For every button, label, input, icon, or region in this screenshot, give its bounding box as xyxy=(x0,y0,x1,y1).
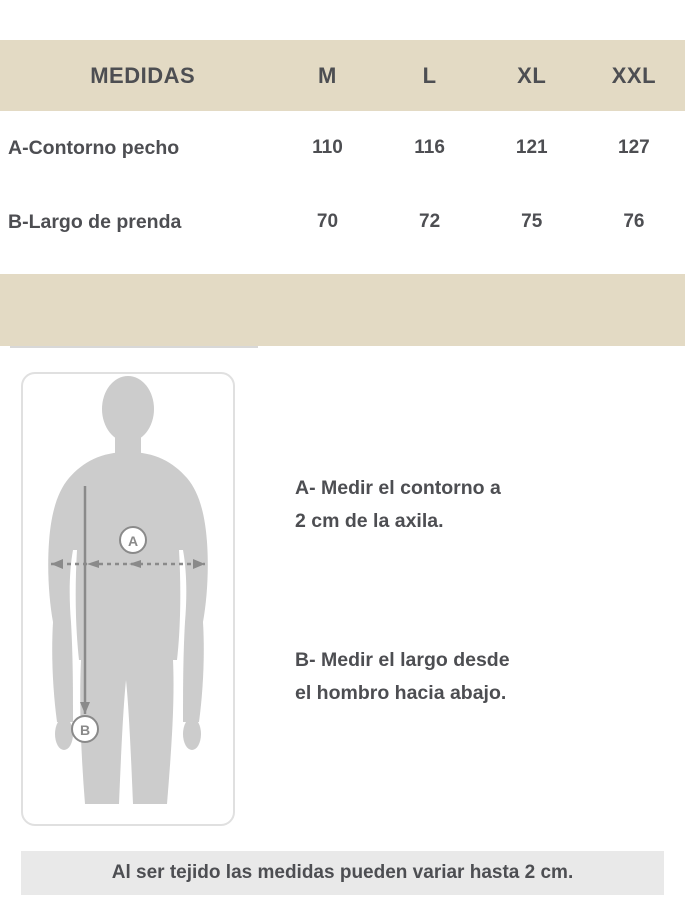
header-size-l: L xyxy=(422,62,437,88)
cell-chest-m: 110 xyxy=(276,111,378,185)
body-silhouette-icon xyxy=(23,374,233,824)
beige-divider-band xyxy=(0,274,685,346)
measurement-figure-card xyxy=(21,372,235,826)
size-table-body xyxy=(0,111,685,259)
cell-length-xl: 75 xyxy=(481,185,583,259)
instruction-a-line2: 2 cm de la axila. xyxy=(295,510,444,532)
header-size-xl: XL xyxy=(517,62,547,88)
cell-chest-l: 116 xyxy=(379,111,481,185)
size-table-head xyxy=(0,40,685,111)
instruction-b-line1: B- Medir el largo desde xyxy=(295,649,510,671)
cell-length-l: 72 xyxy=(379,185,481,259)
footer-note xyxy=(21,851,664,895)
header-measures-label: MEDIDAS xyxy=(90,62,196,88)
cell-chest-xxl: 127 xyxy=(583,111,685,185)
instruction-b-line2: el hombro hacia abajo. xyxy=(295,682,507,704)
row-label-chest: A-Contorno pecho xyxy=(0,111,276,185)
header-size-m: M xyxy=(318,62,337,88)
footer-note-text: Al ser tejido las medidas pueden variar hasta 2 cm. xyxy=(111,862,574,883)
cell-chest-xl: 121 xyxy=(481,111,583,185)
figure-marker-b: B xyxy=(79,722,91,738)
table-header-row xyxy=(0,40,685,111)
thin-rule-divider xyxy=(10,346,258,348)
figure-marker-a: A xyxy=(127,533,139,549)
cell-length-m: 70 xyxy=(276,185,378,259)
size-table-container xyxy=(0,40,685,259)
table-row xyxy=(0,111,685,185)
size-table xyxy=(0,40,685,259)
row-label-length: B-Largo de prenda xyxy=(0,185,276,259)
table-row xyxy=(0,185,685,259)
instruction-a-line1: A- Medir el contorno a xyxy=(295,477,501,499)
cell-length-xxl: 76 xyxy=(583,185,685,259)
instructions-block xyxy=(295,472,625,710)
header-size-xxl: XXL xyxy=(611,62,657,88)
